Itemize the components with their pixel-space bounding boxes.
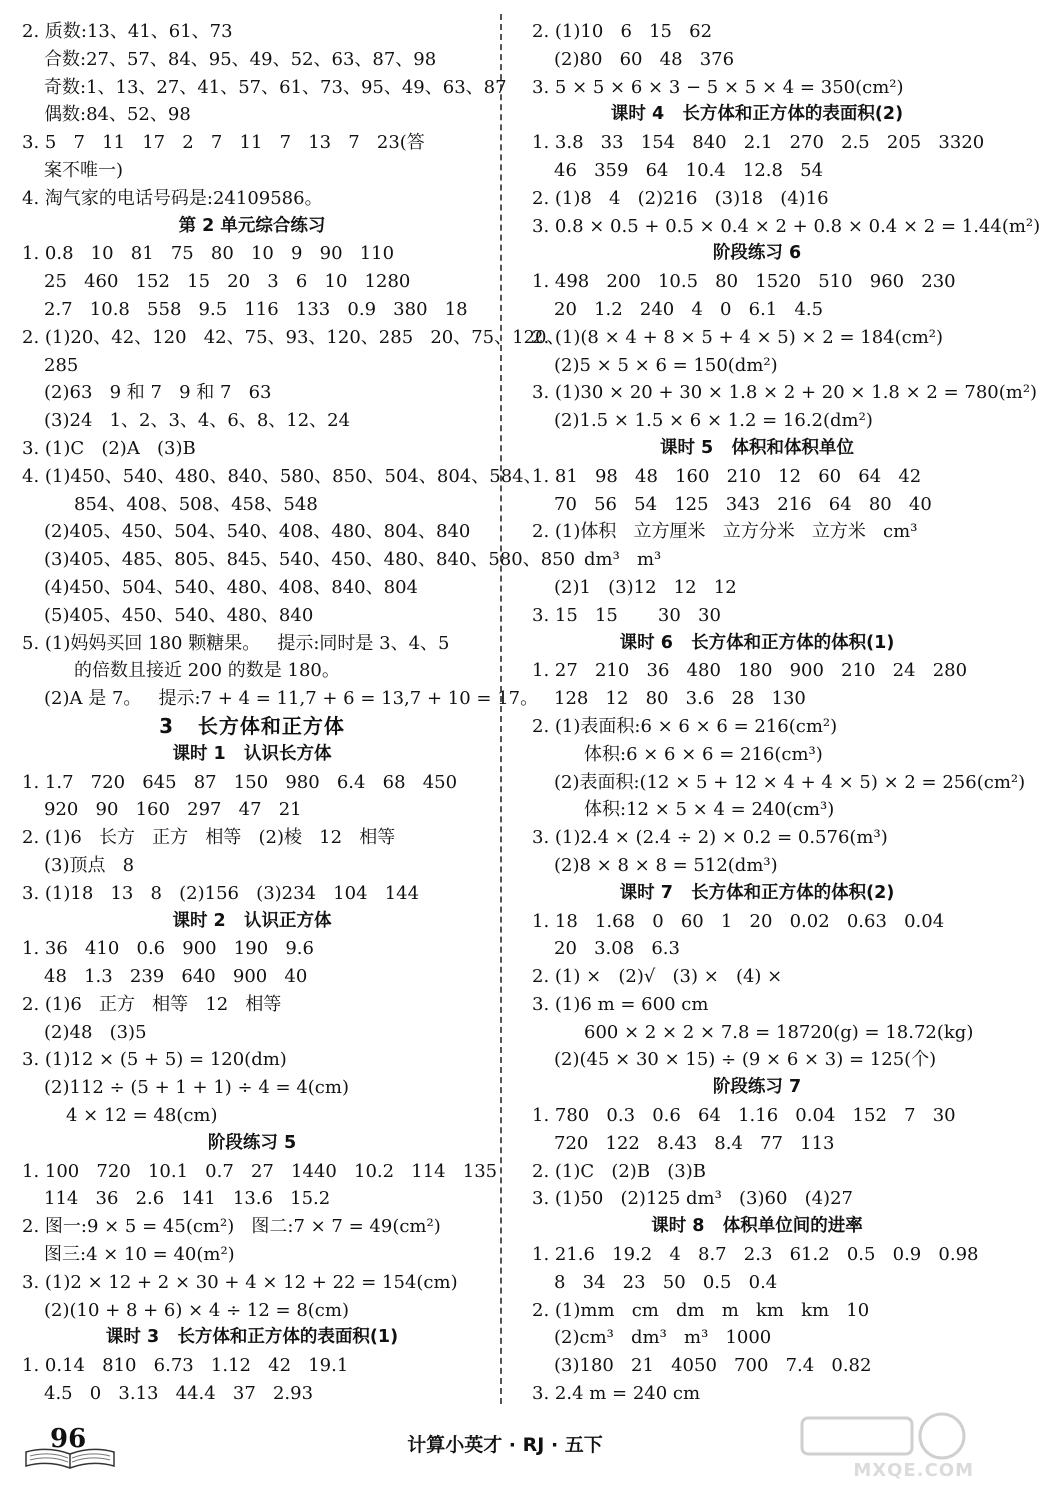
answer-line: 1. 0.8 10 81 75 80 10 9 90 110	[22, 243, 395, 265]
answer-line: 3. (1)2 × 12 + 2 × 30 + 4 × 12 + 22 = 154(cm)	[22, 1271, 458, 1293]
answer-line: (2)表面积:(12 × 5 + 12 × 4 + 4 × 5) × 2 = 256(cm²)	[554, 771, 1026, 793]
section-heading: 第 2 单元综合练习	[178, 215, 326, 236]
answer-line: 偶数:84、52、98	[44, 104, 191, 126]
answer-line: (3)24 1、2、3、4、6、8、12、24	[44, 410, 351, 432]
answer-line: dm³ m³	[584, 549, 662, 571]
section-heading: 课时 6 长方体和正方体的体积(1)	[619, 632, 895, 653]
answer-line: 2. (1)(8 × 4 + 8 × 5 + 4 × 5) × 2 = 184(cm²)	[532, 326, 944, 348]
page-number: 96	[50, 1424, 87, 1454]
answer-line: 4. 淘气家的电话号码是:24109586。	[22, 187, 323, 209]
section-heading: 课时 3 长方体和正方体的表面积(1)	[105, 1327, 399, 1348]
answer-line: 114 36 2.6 141 13.6 15.2	[44, 1188, 331, 1210]
answer-line: 2. (1)体积 立方厘米 立方分米 立方米 cm³	[532, 521, 918, 543]
section-heading: 课时 1 认识长方体	[172, 743, 332, 764]
section-heading: 3 长方体和正方体	[159, 713, 345, 738]
answer-line: (3)180 21 4050 700 7.4 0.82	[554, 1355, 872, 1377]
answer-line: 2. (1)10 6 15 62	[532, 21, 713, 42]
answer-line: 8 34 23 50 0.5 0.4	[554, 1271, 778, 1293]
page-footer	[0, 1410, 1000, 1487]
answer-line: 3. 15 15 30 30	[532, 604, 721, 626]
answer-line: 2. (1)8 4 (2)216 (3)18 (4)16	[532, 187, 829, 209]
section-heading: 课时 2 认识正方体	[172, 910, 332, 931]
answer-line: 2.7 10.8 558 9.5 116 133 0.9 380 18	[44, 298, 468, 320]
answer-line: (2)1 (3)12 12 12	[554, 576, 737, 598]
answer-line: (3)顶点 8	[44, 854, 135, 876]
answer-line: (2)112 ÷ (5 + 1 + 1) ÷ 4 = 4(cm)	[44, 1077, 349, 1099]
answer-line: 48 1.3 239 640 900 40	[44, 966, 308, 988]
answer-line: 5. (1)妈妈买回 180 颗糖果。 提示:同时是 3、4、5	[22, 632, 450, 654]
answer-line: 1. 498 200 10.5 80 1520 510 960 230	[532, 271, 956, 293]
answer-line: (3)405、485、805、845、540、450、480、840、580、850	[44, 549, 576, 571]
answer-line: 20 1.2 240 4 0 6.1 4.5	[554, 298, 824, 320]
answer-line: 3. (1)C (2)A (3)B	[22, 437, 196, 459]
answer-line: (2)8 × 8 × 8 = 512(dm³)	[554, 854, 778, 876]
answer-line: 1. 36 410 0.6 900 190 9.6	[22, 938, 314, 960]
answer-line: (2)(45 × 30 × 15) ÷ (9 × 6 × 3) = 125(个)	[554, 1049, 937, 1071]
answer-line: 3. (1)30 × 20 + 30 × 1.8 × 2 + 20 × 1.8 × 2 = 780(m²)	[532, 382, 1038, 404]
answer-line: 4.5 0 3.13 44.4 37 2.93	[44, 1383, 314, 1405]
answer-line: 案不唯一)	[44, 159, 124, 181]
section-heading: 阶段练习 6	[712, 243, 802, 264]
answer-line: (2)80 60 48 376	[554, 48, 735, 70]
answer-stamp-icon	[792, 1412, 992, 1462]
answer-line: 1. 21.6 19.2 4 8.7 2.3 61.2 0.5 0.9 0.98	[532, 1244, 979, 1266]
answer-line: 的倍数且接近 200 的数是 180。	[74, 660, 340, 682]
answer-line: (5)405、450、540、480、840	[44, 604, 314, 626]
answer-line: (2)A 是 7。 提示:7 + 4 = 11,7 + 6 = 13,7 + 10 = 17。	[44, 688, 539, 710]
answer-line: 3. (1)2.4 × (2.4 ÷ 2) × 0.2 = 0.576(m³)	[532, 827, 888, 849]
answer-line: 3. 5 × 5 × 6 × 3 − 5 × 5 × 4 = 350(cm²)	[532, 76, 904, 98]
section-heading: 课时 7 长方体和正方体的体积(2)	[619, 882, 895, 903]
answer-line: 920 90 160 297 47 21	[44, 799, 302, 821]
left-column	[22, 18, 576, 1408]
answer-line: 合数:27、57、84、95、49、52、63、87、98	[44, 48, 437, 70]
answer-line: 3. 0.8 × 0.5 + 0.5 × 0.4 × 2 + 0.8 × 0.4 × 2 = 1.44(m²)	[532, 215, 1040, 237]
answer-line: 3. 2.4 m = 240 cm	[532, 1383, 701, 1405]
answer-line: 体积:6 × 6 × 6 = 216(cm³)	[584, 743, 823, 765]
answer-line: 1. 18 1.68 0 60 1 20 0.02 0.63 0.04	[532, 910, 945, 932]
answer-line: 3. 5 7 11 17 2 7 11 7 13 7 23(答	[22, 132, 425, 154]
answer-line: (2)(10 + 8 + 6) × 4 ÷ 12 = 8(cm)	[44, 1299, 349, 1321]
answer-line: 图三:4 × 10 = 40(m²)	[44, 1244, 235, 1266]
answer-line: (2)1.5 × 1.5 × 6 × 1.2 = 16.2(dm²)	[554, 410, 873, 432]
answer-line: 1. 1.7 720 645 87 150 980 6.4 68 450	[22, 771, 458, 793]
answer-line: 3. (1)18 13 8 (2)156 (3)234 104 144	[22, 882, 420, 904]
answer-line: 2. 图一:9 × 5 = 45(cm²) 图二:7 × 7 = 49(cm²)	[22, 1216, 441, 1238]
answer-line: 2. (1)C (2)B (3)B	[532, 1160, 706, 1182]
answer-line: 奇数:1、13、27、41、57、61、73、95、49、63、87	[44, 76, 507, 98]
answer-line: 2. 质数:13、41、61、73	[22, 21, 233, 42]
section-heading: 课时 5 体积和体积单位	[659, 437, 855, 458]
right-column	[532, 18, 1040, 1408]
answer-line: (2)63 9 和 7 9 和 7 63	[44, 382, 272, 404]
answer-line: 46 359 64 10.4 12.8 54	[554, 159, 824, 181]
answer-line: 体积:12 × 5 × 4 = 240(cm³)	[584, 799, 835, 821]
book-title: 计算小英才 · RJ · 五下	[407, 1434, 603, 1456]
answer-line: 1. 3.8 33 154 840 2.1 270 2.5 205 3320	[532, 132, 985, 154]
answer-line: 285	[44, 354, 79, 376]
section-heading: 课时 8 体积单位间的进率	[651, 1216, 863, 1237]
watermark-text: MXQE.COM	[853, 1460, 974, 1481]
answer-line: 720 122 8.43 8.4 77 113	[554, 1132, 835, 1154]
answer-line: 1. 780 0.3 0.6 64 1.16 0.04 152 7 30	[532, 1105, 956, 1127]
answer-line: 600 × 2 × 2 × 7.8 = 18720(g) = 18.72(kg)	[584, 1021, 974, 1043]
answer-line: 25 460 152 15 20 3 6 10 1280	[44, 271, 411, 293]
section-heading: 阶段练习 7	[712, 1077, 802, 1098]
answer-line: (2)48 (3)5	[44, 1021, 147, 1043]
answer-line: 2. (1)6 正方 相等 12 相等	[22, 993, 282, 1015]
answer-line: 4 × 12 = 48(cm)	[66, 1105, 218, 1127]
watermark-logo	[792, 1412, 992, 1484]
answer-line: (4)450、504、540、480、408、840、804	[44, 576, 418, 598]
answer-line: 2. (1)20、42、120 42、75、93、120、285 20、75、120、	[22, 326, 565, 348]
answer-line: 854、408、508、458、548	[74, 493, 318, 515]
answer-line: 4. (1)450、540、480、840、580、850、504、804、584、	[22, 465, 542, 487]
answer-line: 2. (1) × (2)√ (3) × (4) ×	[532, 966, 783, 988]
answer-line: 128 12 80 3.6 28 130	[554, 688, 806, 710]
answer-line: 2. (1)6 长方 正方 相等 (2)棱 12 相等	[22, 827, 396, 849]
answer-line: 20 3.08 6.3	[554, 938, 680, 960]
answer-line: 3. (1)12 × (5 + 5) = 120(dm)	[22, 1049, 287, 1071]
answer-line: 1. 100 720 10.1 0.7 27 1440 10.2 114 135	[22, 1160, 498, 1182]
answer-line: (2)405、450、504、540、408、480、804、840	[44, 521, 471, 543]
answer-line: 3. (1)50 (2)125 dm³ (3)60 (4)27	[532, 1188, 853, 1210]
answer-line: 1. 27 210 36 480 180 900 210 24 280	[532, 660, 968, 682]
answer-line: 1. 0.14 810 6.73 1.12 42 19.1	[22, 1355, 349, 1377]
section-heading: 课时 4 长方体和正方体的表面积(2)	[610, 104, 904, 125]
page-number-badge	[22, 1416, 118, 1468]
answer-line: 70 56 54 125 343 216 64 80 40	[554, 493, 932, 515]
answer-line: 2. (1)表面积:6 × 6 × 6 = 216(cm²)	[532, 715, 838, 737]
answer-line: (2)5 × 5 × 6 = 150(dm²)	[554, 354, 778, 376]
answer-line: (2)cm³ dm³ m³ 1000	[554, 1327, 772, 1349]
answer-line: 3. (1)6 m = 600 cm	[532, 993, 709, 1015]
answer-line: 1. 81 98 48 160 210 12 60 64 42	[532, 465, 922, 487]
section-heading: 阶段练习 5	[207, 1132, 297, 1153]
answer-line: 2. (1)mm cm dm m km km 10	[532, 1299, 870, 1321]
